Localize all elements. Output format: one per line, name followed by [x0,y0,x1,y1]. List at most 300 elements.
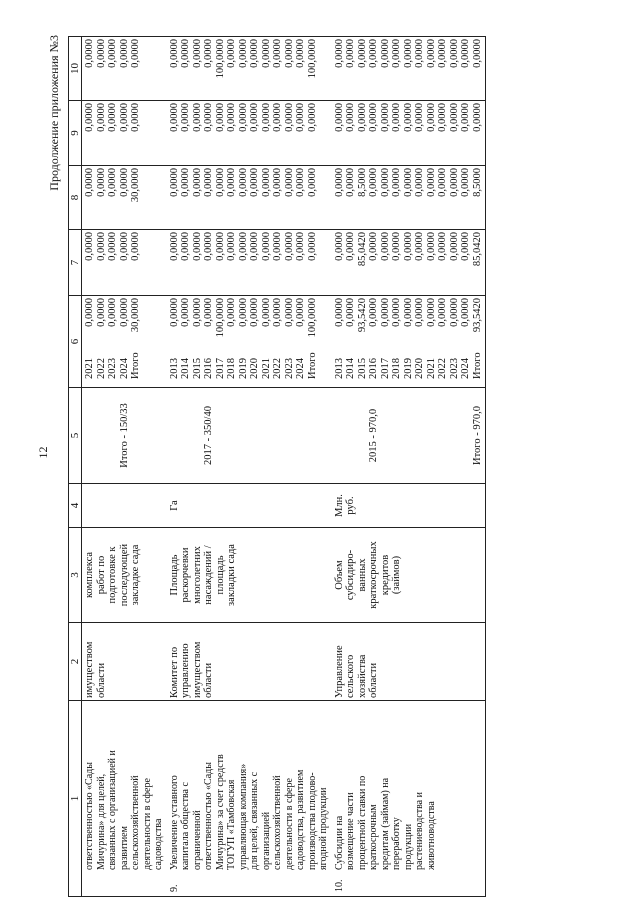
indicator-line: подготовке к [107,546,118,604]
col6-values [169,298,319,345]
v6-line: 0,0000 [95,298,107,327]
years-line: 2024 [295,358,306,379]
v8-line: 0,0000 [203,168,214,197]
name-line: ответственностью «Сады [203,762,214,870]
years-line: 2015 [191,358,203,379]
v10-line: 0,0000 [402,39,414,68]
years-line: 2022 [95,358,107,379]
v7-line: 0,0000 [272,232,283,261]
indicator-line: площадь [214,555,226,595]
name-line: для целей, связанных с [249,771,260,870]
indicator-line: краткосрочных [368,541,379,609]
v10-line: 0,0000 [356,39,368,68]
v6-line: 0,0000 [379,298,391,327]
v10-line: 0,0000 [95,39,107,68]
v7-line: 0,0000 [295,232,306,261]
v8-line: 0,0000 [368,168,379,197]
total-line: 2017 - 350/40 [203,406,214,465]
col8-cell [167,166,332,230]
total-line [180,390,192,481]
header-row [69,37,82,897]
years-line: 2021 [425,358,437,379]
v8-line: 0,0000 [295,168,306,197]
col7-cell [167,230,332,296]
v8-line: 0,0000 [306,168,318,197]
v7-line: 0,0000 [168,232,180,261]
v8-line: 0,0000 [260,168,272,197]
name-line: Субсидии на [333,815,345,870]
indicator-line: многолетних [191,546,203,604]
v8-line: 0,0000 [391,168,402,197]
v6-line: 0,0000 [260,298,272,327]
total-line [96,390,108,481]
executor-line: Комитет по [168,646,180,698]
v9-line: 0,0000 [306,103,318,132]
unit-line: Га [168,500,180,511]
name-line: Мичурина» для целей, [95,773,107,870]
v10-line: 0,0000 [391,39,402,68]
indicator-line: Площадь [168,554,180,596]
v7-line: 0,0000 [130,232,141,261]
v9-line: 0,0000 [295,103,306,132]
indicator-line: насаждений / [203,545,214,605]
v6-line: 0,0000 [402,298,414,327]
name-line: связанных с организацией и [107,750,118,870]
v6-line: 0,0000 [283,298,295,327]
total-line [345,390,357,481]
years-line: 2014 [180,358,191,379]
years-line: 2019 [237,358,249,379]
name-line: деятельности в сфере [283,778,295,870]
years-line: 2024 [118,358,130,379]
col10-cell [82,37,167,101]
years-line: 2024 [460,358,471,379]
v6-line: 0,0000 [203,298,214,327]
total-line: 2015 - 970,0 [368,408,379,463]
v7-line: 0,0000 [460,232,471,261]
v8-line: 0,0000 [437,168,448,197]
header-cell: 10 [69,37,82,101]
program-table [68,36,486,897]
total-line: Итого - 970,0 [471,406,483,465]
v9-line: 0,0000 [460,103,471,132]
v10-line: 0,0000 [237,39,249,68]
activity-name [334,703,438,870]
activity-name [169,703,330,870]
years-line: 2019 [402,358,414,379]
continuation-label: Продолжение приложения №3 [47,35,61,191]
v9-line: 0,0000 [414,103,425,132]
v10-line: 0,0000 [260,39,272,68]
v10-line: 0,0000 [107,39,118,68]
v8-line: 0,0000 [402,168,414,197]
v7-line: 0,0000 [333,232,345,261]
name-line: сельскохозяйственной [130,775,141,870]
year-value-pair [84,298,142,385]
v9-line: 0,0000 [84,103,95,132]
v7-line: 0,0000 [283,232,295,261]
v10-line: 0,0000 [333,39,345,68]
years-line: 2021 [260,358,272,379]
v10-line: 0,0000 [203,39,214,68]
header-cell: 6 [69,296,82,388]
v6-line: 0,0000 [168,298,180,327]
years-line: 2016 [368,358,379,379]
v8-line: 0,0000 [107,168,118,197]
row-number: 9. [168,884,180,892]
indicator-line: Объем [333,560,345,590]
unit-line: Млн. [333,494,345,517]
name-line: развитием [118,826,130,870]
executor-cell [82,623,167,701]
v9-line: 0,0000 [471,103,483,132]
v7-line: 0,0000 [414,232,425,261]
total-line [460,390,472,481]
name-line: управляющая компания» [237,763,249,870]
v7-line: 0,0000 [306,232,318,261]
v8-line: 0,0000 [180,168,191,197]
years-line: 2018 [391,358,402,379]
v7-line: 0,0000 [180,232,191,261]
v9-line: 0,0000 [168,103,180,132]
indicator-line: (займов) [391,555,402,595]
unit-line [84,486,96,525]
v8-line: 0,0000 [226,168,237,197]
col6-cell [332,296,486,388]
col8-cell [82,166,167,230]
total-line [169,390,181,481]
years-line: 2023 [107,358,118,379]
v6-line: 0,0000 [237,298,249,327]
year-value-pair [334,298,484,385]
years-line: 2020 [249,358,260,379]
v10-line: 0,0000 [414,39,425,68]
v8-line: 0,0000 [460,168,471,197]
years-line: 2015 [356,358,368,379]
page-number: 12 [36,446,50,459]
name-line: продукции [402,823,414,870]
v10-line: 0,0000 [471,39,483,68]
v6-line: 0,0000 [333,298,345,327]
name-line: производства плодово- [306,772,318,870]
years-line: 2016 [203,358,214,379]
v8-line: 0,0000 [191,168,203,197]
v6-line: 0,0000 [84,298,95,327]
header-cell: 8 [69,166,82,230]
v8-line: 8,5000 [356,168,368,197]
name-line: кредитам (займам) на [379,777,391,870]
v8-line: 0,0000 [237,168,249,197]
v7-line: 0,0000 [226,232,237,261]
v9-line: 0,0000 [437,103,448,132]
v9-line: 0,0000 [356,103,368,132]
v6-line: 0,0000 [448,298,460,327]
v9-line: 0,0000 [237,103,249,132]
row-number [84,870,165,894]
v8-line: 30,0000 [130,168,141,203]
years-line: Итого [306,352,318,379]
name-line: животноводства [425,801,437,870]
col8-cell [332,166,486,230]
year-list [334,345,484,385]
total-line [449,390,461,481]
indicator-line: закладке сада [130,544,141,606]
activity-name [84,703,165,870]
col10-cell [167,37,332,101]
name-line: садоводства, развитием [295,769,306,870]
executor-line: Управление [333,645,345,698]
v9-line: 0,0000 [191,103,203,132]
v8-line: 0,0000 [214,168,226,197]
v10-line: 0,0000 [368,39,379,68]
v7-line: 0,0000 [203,232,214,261]
v10-line: 0,0000 [437,39,448,68]
v10-line: 0,0000 [345,39,356,68]
years-line: 2020 [414,358,425,379]
v8-line: 0,0000 [345,168,356,197]
header-cell: 2 [69,623,82,701]
name-line: возмещение части [345,792,356,870]
table-row [167,37,332,897]
v10-line: 0,0000 [180,39,191,68]
header-cell: 7 [69,230,82,296]
name-line: растениеводства и [414,792,425,870]
name-line: капитала общества с [180,782,191,870]
header-cell: 9 [69,101,82,166]
unit-cell [82,484,167,528]
v10-line: 0,0000 [272,39,283,68]
executor-line: области [368,662,379,698]
v7-line: 0,0000 [345,232,356,261]
indicator-cell [167,528,332,623]
header-cell: 1 [69,701,82,897]
indicator-cell [332,528,486,623]
name-line: Увеличение уставного [168,775,180,870]
v8-line: 0,0000 [95,168,107,197]
total-line [107,390,119,481]
unit-cell [167,484,332,528]
v10-line: 0,0000 [191,39,203,68]
v6-line: 93,5420 [471,298,483,333]
col6-values [334,298,484,345]
v9-line: 0,0000 [425,103,437,132]
years-line: 2018 [226,358,237,379]
activity-cell [82,701,167,897]
v8-line: 0,0000 [168,168,180,197]
v6-line: 0,0000 [191,298,203,327]
v7-line: 85,0420 [471,232,483,267]
v7-line: 0,0000 [107,232,118,261]
total-line [192,390,204,481]
years-line: 2014 [345,358,356,379]
v7-line: 0,0000 [379,232,391,261]
years-line: 2013 [333,358,345,379]
total-line [334,390,346,481]
total-value-cell [167,388,332,484]
v8-line: 0,0000 [249,168,260,197]
name-line: садоводства [153,818,164,870]
v7-line: 0,0000 [95,232,107,261]
years-line: 2022 [272,358,283,379]
executor-line: сельского [345,654,356,698]
years-line: 2022 [437,358,448,379]
executor-line: имуществом [84,641,95,698]
indicator-line: ванных [356,558,368,592]
years-line: 2017 [214,358,226,379]
executor-line: имуществом [191,641,203,698]
v8-line: 0,0000 [272,168,283,197]
v8-line: 0,0000 [425,168,437,197]
years-line: 2023 [283,358,295,379]
col6-values [84,298,142,345]
v10-line: 100,0000 [214,39,226,79]
col9-cell [82,101,167,166]
name-line: ТОГУП «Тамбовская [226,779,237,870]
v6-line: 0,0000 [437,298,448,327]
total-line [403,390,415,481]
v7-line: 0,0000 [448,232,460,261]
col9-cell [332,101,486,166]
v9-line: 0,0000 [272,103,283,132]
unit-cell [332,484,486,528]
v9-line: 0,0000 [260,103,272,132]
v6-line: 0,0000 [180,298,191,327]
v6-line: 100,0000 [306,298,318,338]
indicator-line: комплекса [84,551,95,599]
v7-line: 0,0000 [191,232,203,261]
col9-cell [167,101,332,166]
table-row [332,37,486,897]
total-line [84,390,96,481]
v9-line: 0,0000 [130,103,141,132]
header-cell: 3 [69,528,82,623]
v6-line: 0,0000 [391,298,402,327]
activity-cell [167,701,332,897]
v7-line: 0,0000 [391,232,402,261]
col7-cell [332,230,486,296]
v10-line: 0,0000 [295,39,306,68]
years-line: 2013 [168,358,180,379]
v6-line: 0,0000 [118,298,130,327]
v9-line: 0,0000 [391,103,402,132]
v9-line: 0,0000 [402,103,414,132]
executor-line: области [95,662,107,698]
v7-line: 0,0000 [118,232,130,261]
col7-cell [82,230,167,296]
v9-line: 0,0000 [180,103,191,132]
total-line: Итого - 150/33 [118,403,130,468]
indicator-line: последующей [118,543,130,607]
v7-line: 0,0000 [84,232,95,261]
total-line [414,390,426,481]
years-line: Итого [471,352,483,379]
v9-line: 0,0000 [214,103,226,132]
v10-line: 0,0000 [84,39,95,68]
v6-line: 93,5420 [356,298,368,333]
total-line [380,390,392,481]
v8-line: 0,0000 [414,168,425,197]
name-line: организацией [260,811,272,870]
years-line: Итого [130,352,141,379]
name-line: Мичурина» за счет средств [214,754,226,870]
v10-line: 0,0000 [226,39,237,68]
v9-line: 0,0000 [249,103,260,132]
total-line [437,390,449,481]
years-line: 2023 [448,358,460,379]
col10-cell [332,37,486,101]
col6-cell [82,296,167,388]
v10-line: 0,0000 [168,39,180,68]
v9-line: 0,0000 [379,103,391,132]
v10-line: 0,0000 [460,39,471,68]
v8-line: 8,5000 [471,168,483,197]
name-line: процентной ставки по [356,775,368,870]
v10-line: 0,0000 [249,39,260,68]
row-number: 10. [333,879,345,892]
v10-line: 0,0000 [130,39,141,68]
total-line [426,390,438,481]
v7-line: 0,0000 [402,232,414,261]
year-list [84,345,142,385]
year-value-pair [169,298,319,385]
v6-line: 0,0000 [295,298,306,327]
v7-line: 0,0000 [214,232,226,261]
v9-line: 0,0000 [345,103,356,132]
v10-line: 100,0000 [306,39,318,79]
v9-line: 0,0000 [448,103,460,132]
v9-line: 0,0000 [95,103,107,132]
v8-line: 0,0000 [84,168,95,197]
v6-line: 100,0000 [214,298,226,338]
v6-line: 0,0000 [249,298,260,327]
name-line: краткосрочным [368,804,379,870]
header-cell: 4 [69,484,82,528]
executor-cell [167,623,332,701]
years-line: 2021 [84,358,95,379]
v7-line: 0,0000 [249,232,260,261]
name-line: переработку [391,817,402,870]
v7-line: 0,0000 [237,232,249,261]
executor-cell [332,623,486,701]
total-line [357,390,369,481]
total-line [391,390,403,481]
v6-line: 0,0000 [107,298,118,327]
table-row [82,37,167,897]
indicator-line: раскорчевки [180,547,191,603]
v9-line: 0,0000 [107,103,118,132]
v10-line: 0,0000 [448,39,460,68]
v6-line: 0,0000 [460,298,471,327]
indicator-line: закладки сада [226,544,237,606]
v9-line: 0,0000 [226,103,237,132]
v8-line: 0,0000 [448,168,460,197]
v7-line: 0,0000 [437,232,448,261]
v7-line: 0,0000 [260,232,272,261]
v8-line: 0,0000 [379,168,391,197]
v7-line: 85,0420 [356,232,368,267]
v7-line: 0,0000 [425,232,437,261]
executor-line: хозяйства [356,654,368,698]
v8-line: 0,0000 [333,168,345,197]
v10-line: 0,0000 [283,39,295,68]
executor-line: управлению [180,643,191,698]
v6-line: 0,0000 [226,298,237,327]
v6-line: 0,0000 [414,298,425,327]
name-line: ограниченной [191,810,203,870]
v10-line: 0,0000 [425,39,437,68]
indicator-line: субсидиро- [345,549,356,601]
indicator-line: работ по [95,555,107,595]
